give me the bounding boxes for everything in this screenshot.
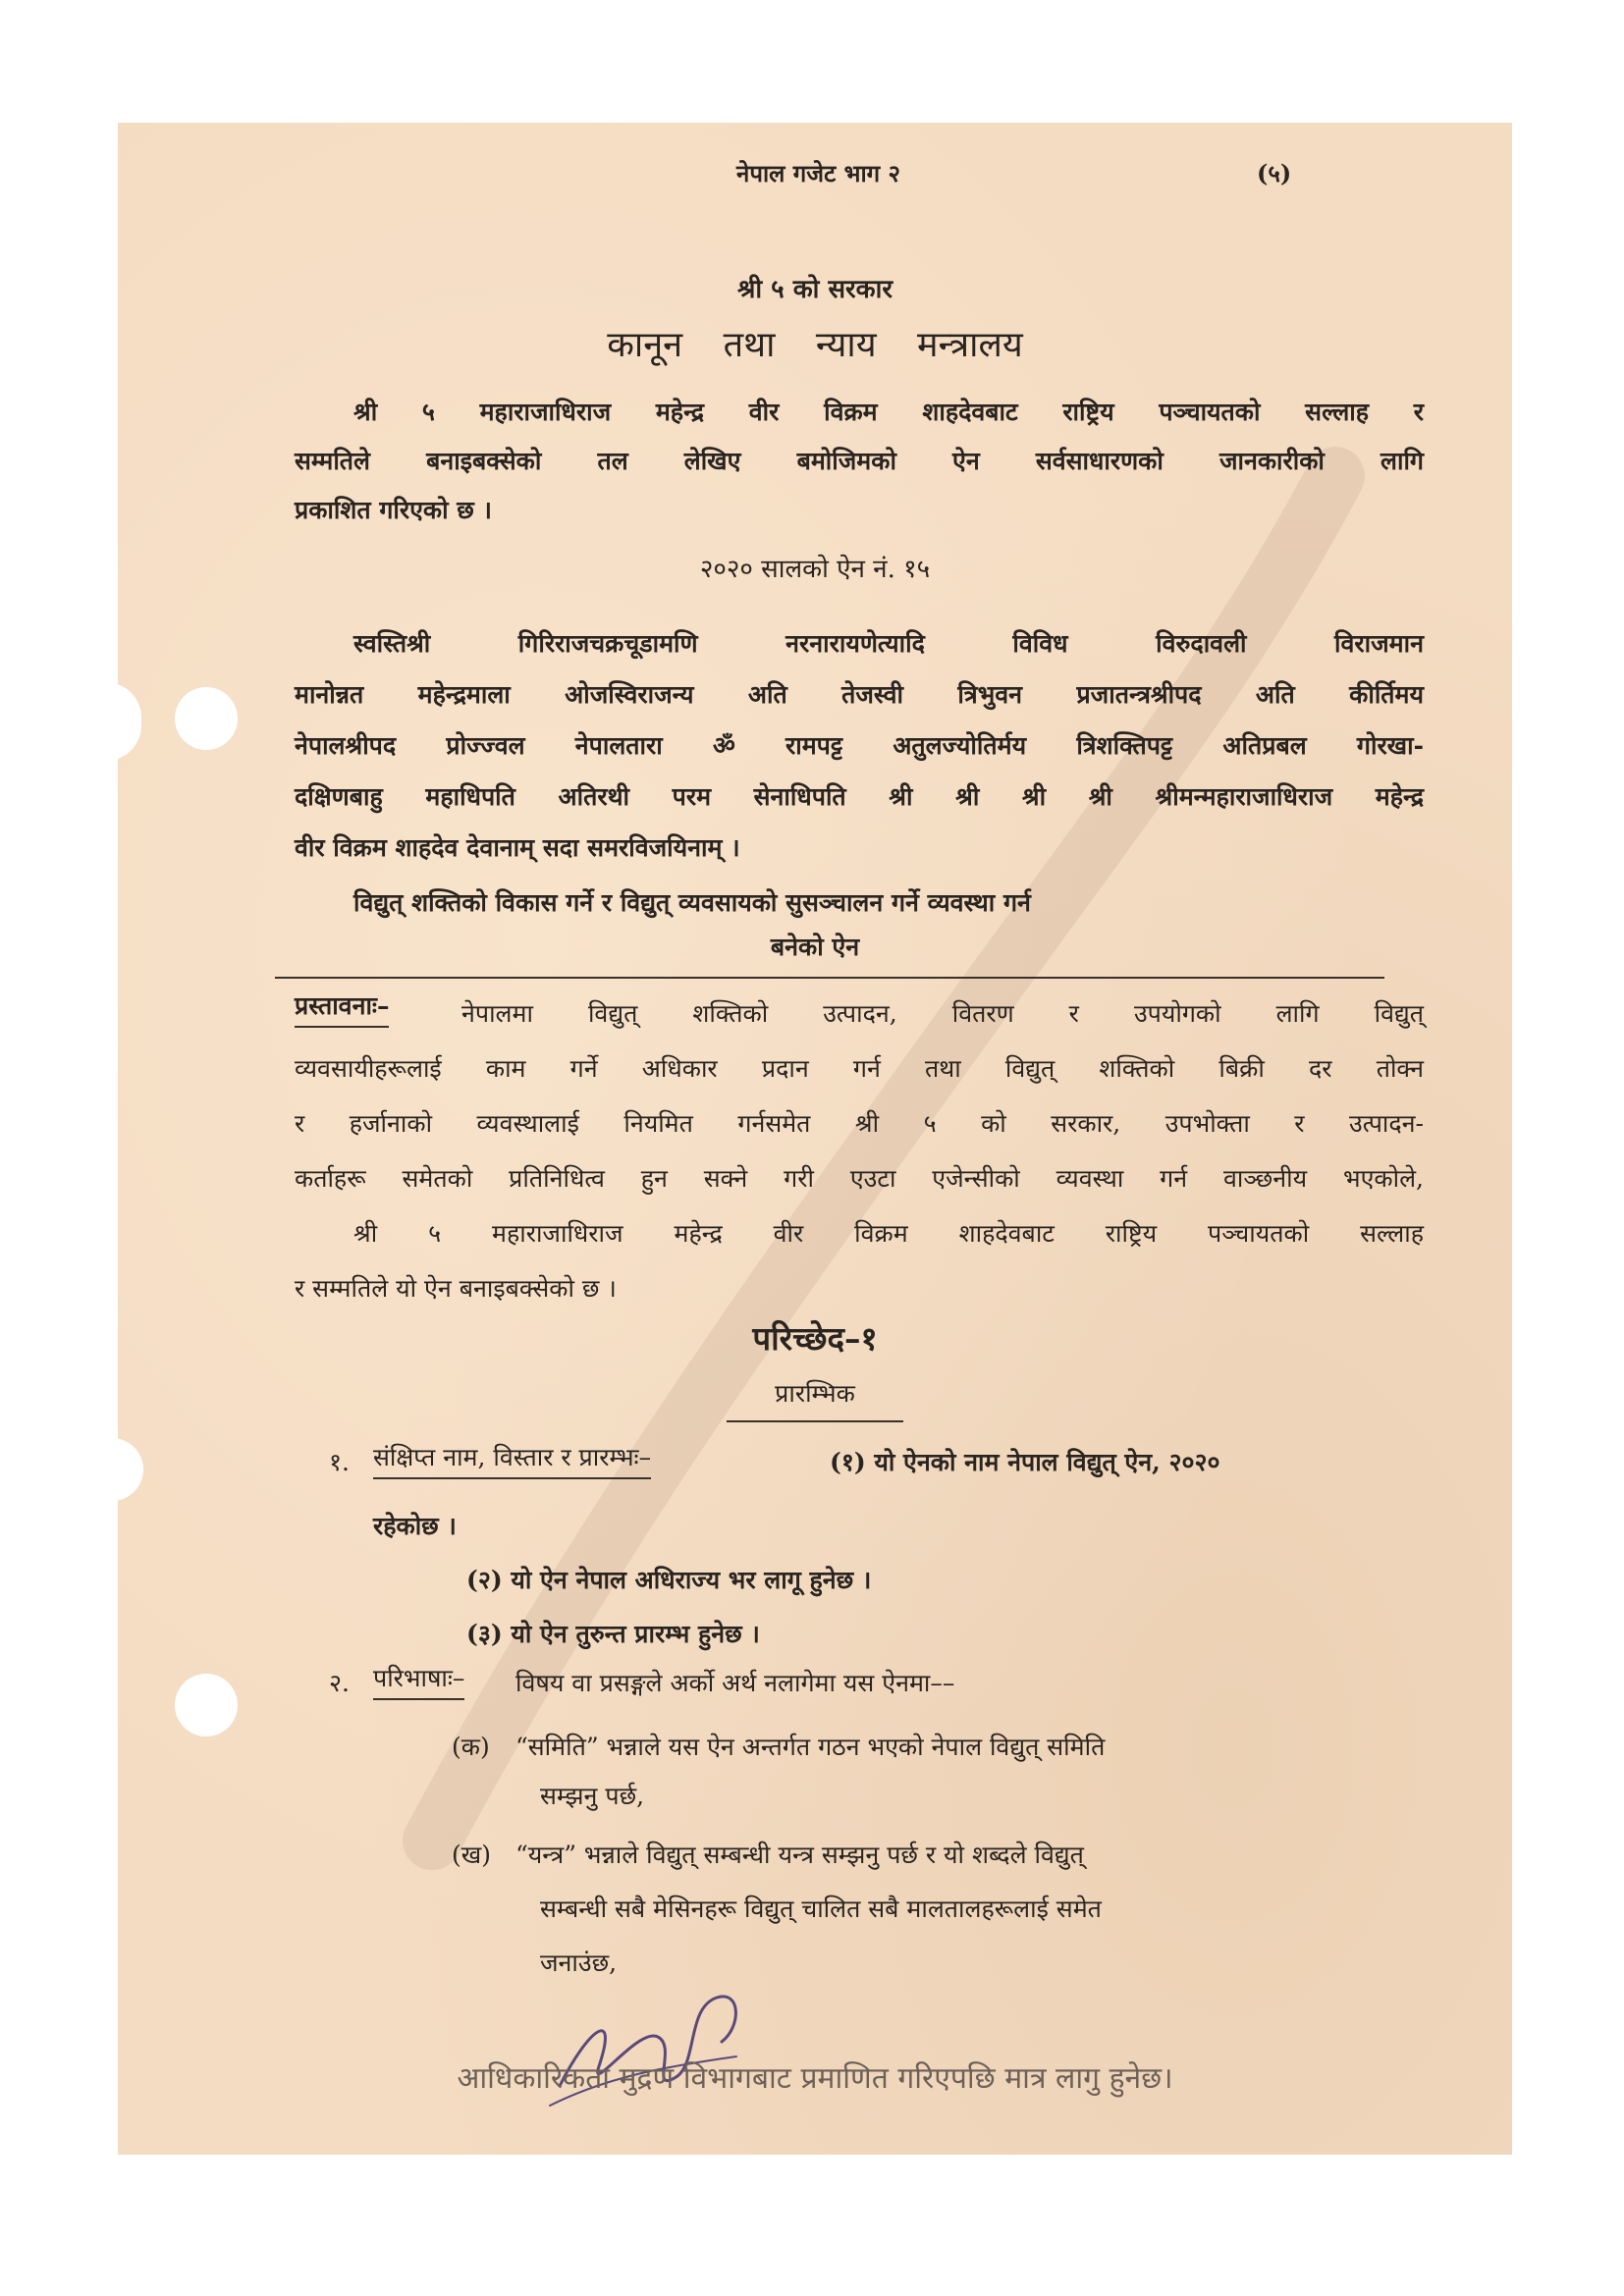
chapter-subtitle: प्रारम्भिक	[775, 1379, 855, 1408]
section-1-heading: संक्षिप्त नाम, विस्तार र प्रारम्भः–	[373, 1438, 651, 1479]
punch-hole-bottom	[175, 1674, 238, 1736]
clause-ka-label: (क)	[452, 1733, 490, 1761]
preamble-line-2: व्यवसायीहरूलाई काम गर्ने अधिकार प्रदान गर्न तथा विद्युत् शक्तिको बिक्री दर तोक्न	[295, 1054, 1424, 1083]
section-1-sub-2: (२) यो ऐन नेपाल अधिराज्य भर लागू हुनेछ ।	[466, 1566, 872, 1594]
enactment-line-2: र सम्मतिले यो ऐन बनाइबक्सेको छ ।	[295, 1274, 617, 1303]
section-1-number: १.	[329, 1448, 350, 1476]
footer-notice: आधिकारिकता मुद्रण विभागबाट प्रमाणित गरिएपछि मात्र लागु हुनेछ।	[457, 2061, 1173, 2096]
intro-paragraph	[295, 388, 1424, 535]
royal-line-2: मानोन्नत महेन्द्रमाला ओजस्विराजन्य अति तेजस्वी त्रिभुवन प्रजातन्त्रश्रीपद अति कीर्तिमय	[295, 680, 1424, 709]
section-2-number: २.	[329, 1669, 350, 1697]
preamble-line-3: र हर्जानाको व्यवस्थालाई नियमित गर्नसमेत श्री ५ को सरकार, उपभोक्ता र उत्पादन-	[295, 1109, 1424, 1138]
royal-line-3: नेपालश्रीपद प्रोज्ज्वल नेपालतारा ॐ रामपट्ट अतुलज्योतिर्मय त्रिशक्तिपट्ट अतिप्रबल गोरखा-	[295, 731, 1424, 760]
act-title-line-1: विद्युत् शक्तिको विकास गर्ने र विद्युत् व्यवसायको सुसञ्चालन गर्ने व्यवस्था गर्न	[353, 888, 1031, 917]
clause-kha-line-3: जनाउंछ,	[540, 1949, 618, 1977]
royal-title-paragraph	[295, 618, 1424, 874]
clause-ka-line-2: सम्झनु पर्छ,	[540, 1782, 645, 1810]
punch-hole-middle	[175, 687, 238, 750]
preamble-line-1: नेपालमा विद्युत् शक्तिको उत्पादन, वितरण र उपयोगको लागि विद्युत्	[461, 999, 1424, 1028]
preamble-line-4: कर्ताहरू समेतको प्रतिनिधित्व हुन सक्ने गरी एउटा एजेन्सीको व्यवस्था गर्न वाञ्छनीय भएकोले,	[295, 1164, 1424, 1193]
title-rule	[275, 977, 1384, 979]
intro-line-1: श्री ५ महाराजाधिराज महेन्द्र वीर विक्रम शाहदेवबाट राष्ट्रिय पञ्चायतको सल्लाह र	[353, 398, 1424, 426]
section-1-text: (१) यो ऐनको नाम नेपाल विद्युत् ऐन, २०२०	[830, 1448, 1220, 1476]
gazette-page	[118, 123, 1512, 2155]
preamble-paragraph	[295, 987, 1424, 1316]
section-2-heading: परिभाषाः–	[373, 1659, 464, 1700]
intro-line-2: सम्मतिले बनाइबक्सेको तल लेखिए बमोजिमको ऐन सर्वसाधारणको जानकारीको लागि	[295, 447, 1424, 475]
intro-line-3: प्रकाशित गरिएको छ ।	[295, 496, 493, 524]
section-2-text: विषय वा प्रसङ्गले अर्को अर्थ नलागेमा यस ऐनमा––	[515, 1669, 955, 1697]
act-number: २०२० सालको ऐन नं. १५	[699, 555, 931, 584]
clause-kha-line-2: सम्बन्धी सबै मेसिनहरू विद्युत् चालित सबै मालतालहरूलाई समेत	[540, 1895, 1102, 1923]
punch-hole-lower	[108, 1438, 143, 1501]
punch-hole-top	[106, 682, 141, 761]
act-title-line-2: बनेको ऐन	[770, 933, 860, 961]
section-1-sub-3: (३) यो ऐन तुरुन्त प्रारम्भ हुनेछ ।	[466, 1620, 760, 1648]
enactment-line-1: श्री ५ महाराजाधिराज महेन्द्र वीर विक्रम शाहदेवबाट राष्ट्रिय पञ्चायतको सल्लाह	[353, 1219, 1424, 1248]
royal-line-4: दक्षिणबाहु महाधिपति अतिरथी परम सेनाधिपति श्री श्री श्री श्री श्रीमन्महाराजाधिराज महेन्द्र	[295, 782, 1424, 811]
chapter-rule	[727, 1420, 903, 1422]
clause-kha-label: (ख)	[452, 1841, 491, 1869]
royal-line-5: वीर विक्रम शाहदेव देवानाम् सदा समरविजयिनाम् ।	[295, 833, 740, 862]
page-number: (५)	[1257, 159, 1292, 187]
gazette-header: नेपाल गजेट भाग २	[736, 159, 901, 187]
ministry-title: कानून तथा न्याय मन्त्रालय	[607, 325, 1023, 365]
clause-kha-line-1: “यन्त्र” भन्नाले विद्युत् सम्बन्धी यन्त्र सम्झनु पर्छ र यो शब्दले विद्युत्	[515, 1841, 1084, 1869]
preamble-label: प्रस्तावनाः–	[295, 987, 389, 1028]
section-1-continuation: रहेकोछ ।	[373, 1512, 457, 1540]
chapter-title: परिच्छेद–१	[752, 1319, 878, 1358]
royal-line-1: स्वस्तिश्री गिरिराजचक्रचूडामणि नरनारायणेत्यादि विविध विरुदावली विराजमान	[353, 629, 1424, 658]
clause-ka-line-1: “समिति” भन्नाले यस ऐन अन्तर्गत गठन भएको नेपाल विद्युत् समिति	[515, 1733, 1106, 1761]
government-title: श्री ५ को सरकार	[736, 275, 893, 304]
